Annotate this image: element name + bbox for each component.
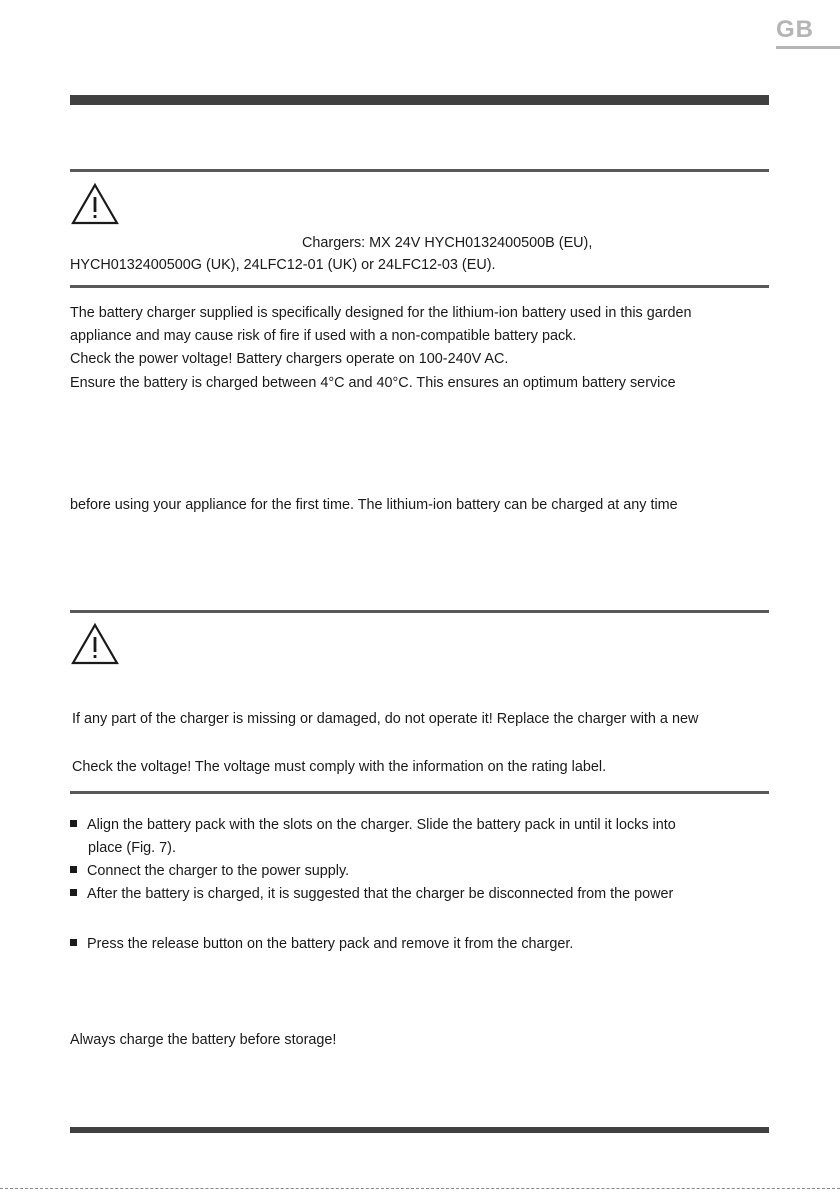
square-bullet-icon <box>70 866 77 873</box>
list-item <box>70 815 676 836</box>
square-bullet-icon <box>70 820 77 827</box>
step-text: Connect the charger to the power supply. <box>87 863 350 879</box>
step-text: After the battery is charged, it is suggested that the charger be disconnected from the power <box>87 886 674 902</box>
storage-note: Always charge the battery before storage! <box>70 1032 337 1048</box>
step-text: Align the battery pack with the slots on the charger. Slide the battery pack in until it locks into <box>87 817 676 833</box>
chargers-model-line-1: Chargers: MX 24V HYCH0132400500B (EU), <box>302 235 593 251</box>
top-header-bar <box>70 95 769 105</box>
section-divider-2 <box>70 285 769 288</box>
square-bullet-icon <box>70 889 77 896</box>
paragraph-line: The battery charger supplied is specifically designed for the lithium-ion battery used in this garden <box>70 305 692 321</box>
section-divider-4 <box>70 791 769 794</box>
language-tag-underline <box>776 46 840 49</box>
voltage-check-line: Check the voltage! The voltage must comply with the information on the rating label. <box>72 759 607 775</box>
section-divider-3 <box>70 610 769 613</box>
paragraph-line: Ensure the battery is charged between 4°C and 40°C. This ensures an optimum battery service <box>70 375 676 391</box>
section-divider-1 <box>70 169 769 172</box>
list-item <box>70 884 673 905</box>
warning-triangle-icon <box>70 622 120 671</box>
missing-parts-warning-line: If any part of the charger is missing or damaged, do not operate it! Replace the charger with a new <box>72 711 699 727</box>
page-crop-line <box>0 1188 840 1189</box>
step-text-continuation: place (Fig. 7). <box>88 840 176 856</box>
list-item <box>70 934 573 955</box>
language-tag: GB <box>776 16 814 43</box>
chargers-model-line-2: HYCH0132400500G (UK), 24LFC12-01 (UK) or 24LFC12-03 (EU). <box>70 257 496 273</box>
list-item <box>70 861 349 882</box>
paragraph-line: appliance and may cause risk of fire if used with a non-compatible battery pack. <box>70 328 577 344</box>
warning-triangle-icon <box>70 182 120 231</box>
first-use-line: before using your appliance for the first time. The lithium-ion battery can be charged at any time <box>70 497 678 513</box>
square-bullet-icon <box>70 939 77 946</box>
step-text: Press the release button on the battery pack and remove it from the charger. <box>87 936 574 952</box>
bottom-footer-bar <box>70 1127 769 1133</box>
paragraph-line: Check the power voltage! Battery chargers operate on 100-240V AC. <box>70 351 509 367</box>
